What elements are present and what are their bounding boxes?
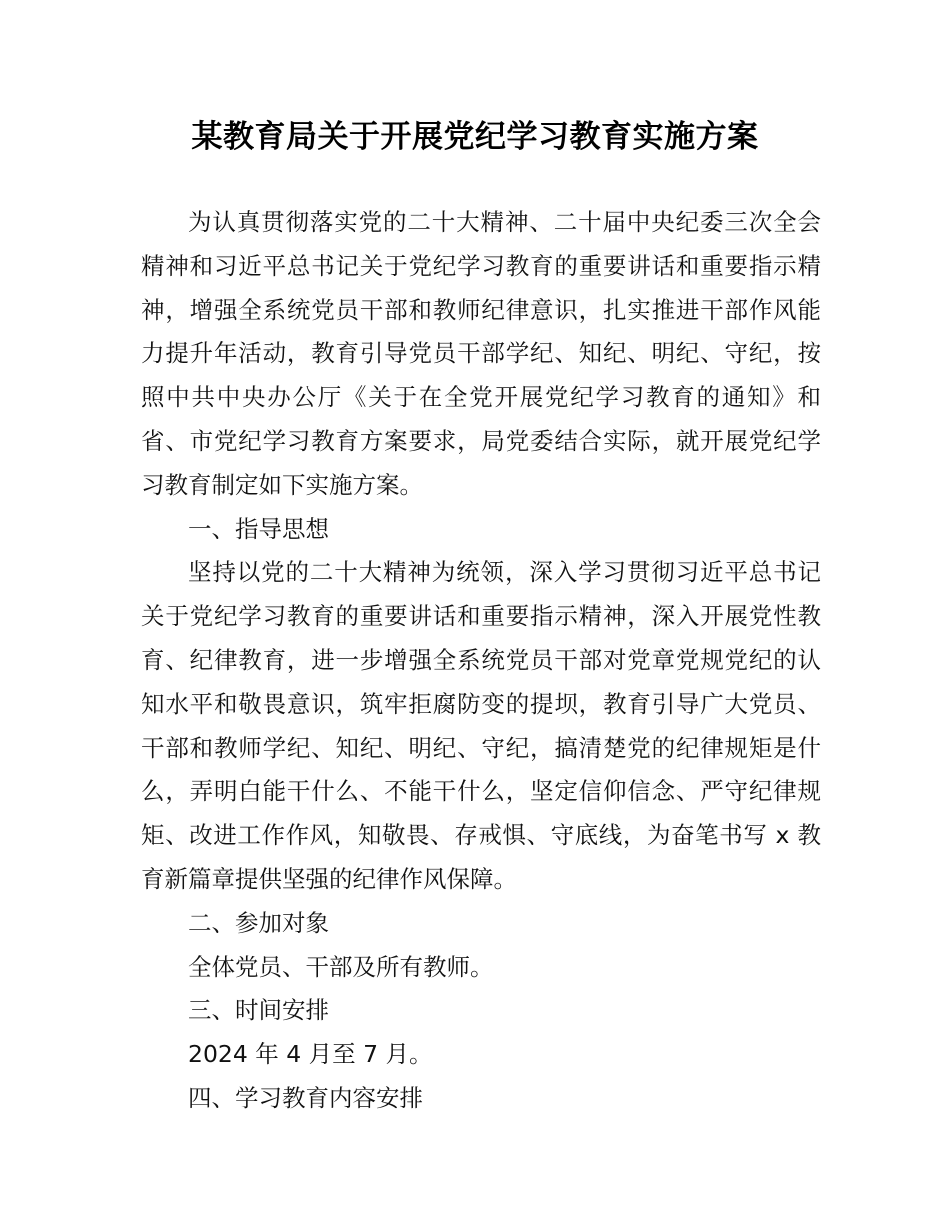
intro-paragraph: 为认真贯彻落实党的二十大精神、二十届中央纪委三次全会精神和习近平总书记关于党纪学习教育的重要讲话和重要指示精神，增强全系统党员干部和教师纪律意识，扎实推进干部作风能力提升年活动，教育引导党员干部学纪、知纪、明纪、守纪，按照中共中央办公厅《关于在全党开展党纪学习教育的通知》和省、市党纪学习教育方案要求，局党委结合实际，就开展党纪学习教育制定如下实施方案。 xyxy=(141,208,821,499)
document-body xyxy=(141,201,821,1121)
document-title: 某教育局关于开展党纪学习教育实施方案 xyxy=(191,119,759,155)
guiding-ideology-paragraph: 坚持以党的二十大精神为统领，深入学习贯彻习近平总书记关于党纪学习教育的重要讲话和重要指示精神，深入开展党性教育、纪律教育，进一步增强全系统党员干部对党章党规党纪的认知水平和敬畏意识，筑牢拒腐防变的提坝，教育引导广大党员、干部和教师学纪、知纪、明纪、守纪，搞清楚党的纪律规矩是什么，弄明白能干什么、不能干什么，坚定信仰信念、严守纪律规矩、改进工作作风，知敬畏、存戒惧、守底线，为奋笔书写 x 教育新篇章提供坚强的纪律作风保障。 xyxy=(141,558,821,893)
section-heading-schedule: 三、时间安排 xyxy=(188,996,329,1025)
section-heading-participants: 二、参加对象 xyxy=(188,908,329,937)
section-heading-content-arrangement: 四、学习教育内容安排 xyxy=(188,1083,423,1112)
section-heading-guiding-ideology: 一、指导思想 xyxy=(188,514,329,543)
schedule-paragraph: 2024 年 4 月至 7 月。 xyxy=(188,1040,433,1069)
participants-paragraph: 全体党员、干部及所有教师。 xyxy=(188,952,494,981)
